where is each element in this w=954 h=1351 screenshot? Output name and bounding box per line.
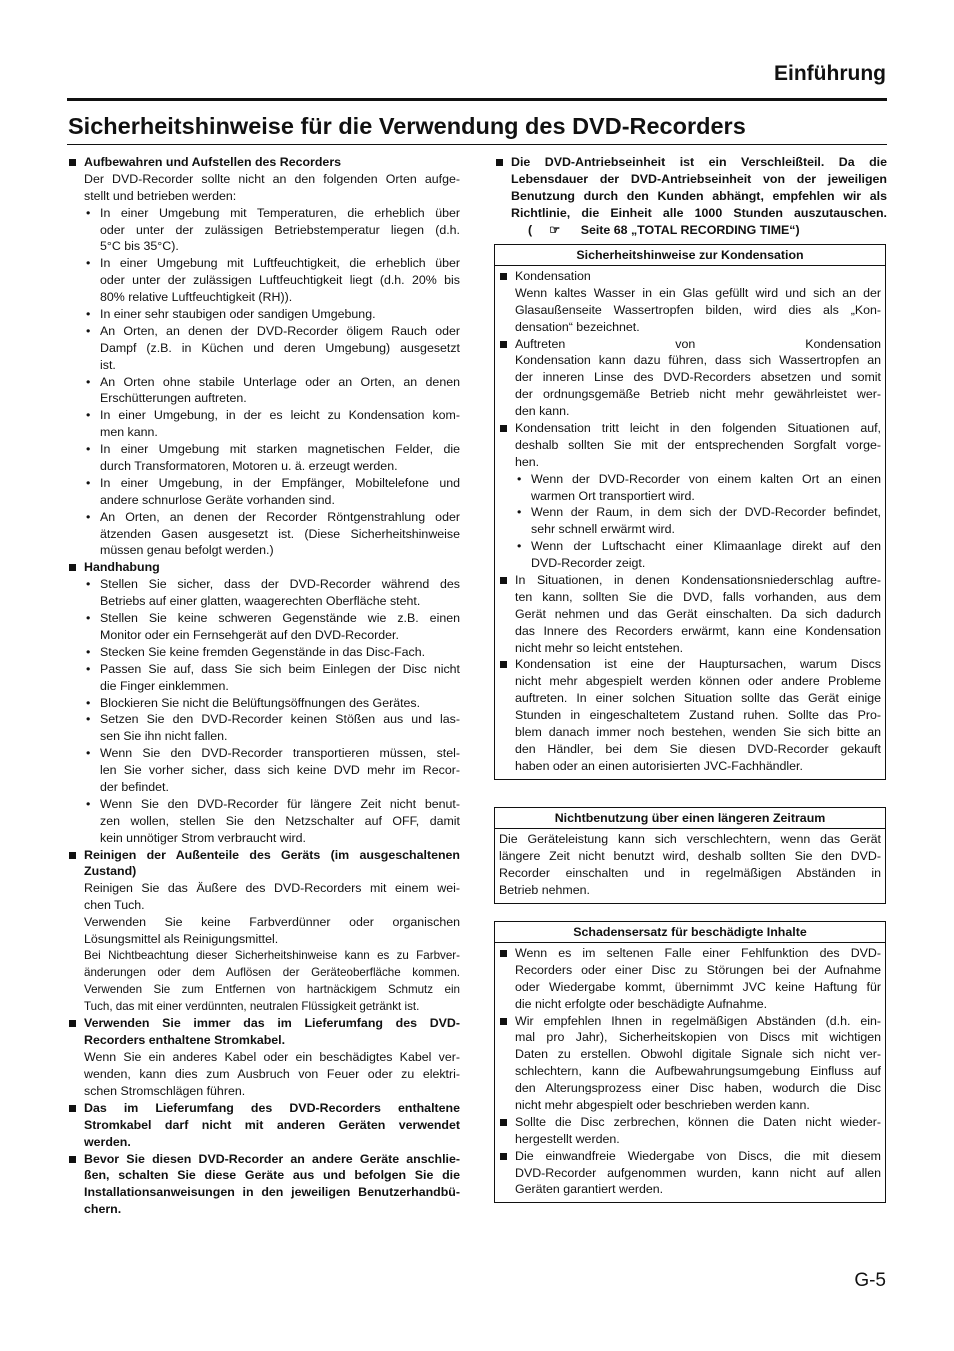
bullet-item bbox=[67, 255, 460, 306]
text-line: • In einer Umgebung mit starken magnetischen Felder, die bbox=[67, 441, 460, 458]
text-line: • Stellen Sie sicher, dass der DVD-Recorder während des bbox=[67, 576, 460, 593]
text-line: oder unter der zulässigen Betriebstemperatur liegen (d.h. bbox=[100, 222, 460, 237]
bullet-item bbox=[67, 407, 460, 441]
text-line: • Stecken Sie keine fremden Gegenstände in das Disc-Fach. bbox=[67, 644, 460, 661]
bullet-item bbox=[67, 796, 460, 847]
text-line: • Wenn der Raum, in dem sich der DVD-Recorder befindet, bbox=[499, 504, 881, 521]
text-line: Tuch, das mit einer verdünnten, neutralen Flüssigkeit getränkt ist. bbox=[84, 999, 420, 1013]
text-line: • Passen Sie auf, dass Sie sich beim Einlegen der Disc nicht bbox=[67, 661, 460, 678]
bullet-item bbox=[499, 504, 881, 538]
bullet-item bbox=[67, 205, 460, 256]
paragraph bbox=[499, 831, 881, 899]
text-line: • An Orten, an denen der Recorder Röntgenstrahlung oder bbox=[67, 509, 460, 526]
text-line: Der DVD-Recorder sollte nicht an den folgenden Orten aufge- bbox=[84, 171, 460, 186]
text-line: Verwenden Sie keine Farbverdünner oder organischen bbox=[84, 915, 460, 930]
text-line: zen wollen, stellen Sie den Netzschalter auf OFF, damit bbox=[100, 813, 460, 828]
bullet-item bbox=[67, 610, 460, 644]
text-line: warmen Ort transportiert wird. bbox=[531, 488, 695, 503]
left-column bbox=[67, 154, 460, 1218]
text-line: Die einwandfreie Wiedergabe von Discs, die mit diesem bbox=[499, 1148, 881, 1165]
text-line: änderungen oder dem Auflösen der Geräteoberfläche kommen. bbox=[84, 965, 460, 979]
text-line: Gerät nehmen und das Gerät einschalten. Da sich dadurch bbox=[515, 606, 881, 621]
text-line: oder unter der zulässigen Luftfeuchtigkeit liegt (d.h. 20% bis bbox=[100, 273, 460, 288]
text-line: men kann. bbox=[100, 425, 158, 440]
text-line: Glasaußenseite Wassertropfen bilden, wird dies als „Kon- bbox=[515, 302, 881, 317]
bullet-item bbox=[67, 374, 460, 408]
text-line: • In einer Umgebung mit Temperaturen, die erheblich über bbox=[67, 205, 460, 222]
bullet-item bbox=[67, 441, 460, 475]
bullet-item bbox=[499, 471, 881, 505]
text-line: deshalb sollten Sie mit der entsprechenden Sorgfalt vorge- bbox=[515, 437, 881, 452]
square-item bbox=[499, 945, 881, 1013]
text-line: Sollte die Disc zerbrechen, können die Daten nicht wieder- bbox=[499, 1114, 881, 1131]
square-item bbox=[499, 268, 881, 336]
text-line: Dampf (z.B. in Küchen und deren Umgebung) ausgesetzt bbox=[100, 340, 460, 355]
box-body bbox=[495, 943, 885, 1202]
text-line: In Situationen, in denen Kondensationsniederschlag auftre- bbox=[499, 572, 881, 589]
page-reference: ( ☞ Seite 68 „TOTAL RECORDING TIME“) bbox=[528, 222, 800, 237]
text-line: hergestellt werden. bbox=[515, 1131, 620, 1146]
right-column bbox=[494, 154, 887, 238]
bullet-item bbox=[67, 509, 460, 560]
paragraph bbox=[67, 914, 460, 948]
square-item bbox=[67, 847, 460, 881]
square-item bbox=[67, 1100, 460, 1151]
text-line: 5°C bis 35°C). bbox=[100, 239, 179, 254]
text-line: längere Zeit nicht benutzt wird, deshalb sollten Sie den DVD- bbox=[499, 848, 881, 863]
drive-wear-notice bbox=[494, 154, 887, 238]
bullet-item bbox=[67, 576, 460, 610]
text-line: Installationsanweisungen in den jeweiligen Benutzerhandbü- bbox=[84, 1185, 460, 1200]
box-title: Schadensersatz für beschädigte Inhalte bbox=[495, 922, 885, 943]
text-line: • An Orten ohne stabile Unterlage oder an Orten, an denen bbox=[67, 374, 460, 391]
text-line: Wenn kaltes Wasser in ein Glas gefüllt wird und sich an der bbox=[515, 285, 881, 300]
text-line: nicht mehr so leicht entstehen. bbox=[515, 640, 684, 655]
text-line: Geräten garantiert werden. bbox=[515, 1182, 664, 1197]
pointing-hand-icon: ☞ bbox=[549, 222, 561, 237]
text-line: Erschütterungen auftreten. bbox=[100, 391, 247, 406]
text-line: • Wenn Sie den DVD-Recorder für längere Zeit nicht benut- bbox=[67, 796, 460, 813]
text-line: Kondensation ist eine der Hauptursachen, warum Discs bbox=[499, 656, 881, 673]
text-line: der inneren Linse des DVD-Recorders absetzen und somit bbox=[515, 370, 881, 385]
text-line: Stromkabel darf nicht mit anderen Geräten verwendet bbox=[84, 1117, 460, 1132]
text-line: Stunden in eingeschaltetem Zustand ruhen. Sollte das Pro- bbox=[515, 708, 881, 723]
text-line: Kondensation tritt leicht in den folgenden Situationen auf, bbox=[499, 420, 881, 437]
text-line: Betriebs auf einer glatten, waagerechten Oberfläche steht. bbox=[100, 594, 421, 609]
text-line: ätzenden Gasen ausgesetzt ist. (Diese Sicherheitshinweise bbox=[100, 526, 460, 541]
text-line: Lebensdauer der DVD-Antriebseinheit von der jeweiligen bbox=[511, 171, 887, 186]
text-line: Die DVD-Antriebseinheit ist ein Verschleißteil. Da die bbox=[494, 154, 887, 171]
bullet-item bbox=[67, 644, 460, 661]
text-line: Recorders oder einer Disc zu Störungen bei der Aufnahme bbox=[515, 962, 881, 977]
text-line: Kondensation kann dazu führen, dass sich Wassertropfen an bbox=[515, 353, 881, 368]
paragraph bbox=[67, 880, 460, 914]
text-line: der befindet. bbox=[100, 779, 169, 794]
text-line: • Stellen Sie keine schweren Gegenstände wie z.B. einen bbox=[67, 610, 460, 627]
square-item bbox=[499, 656, 881, 774]
text-line: Die Geräteleistung kann sich verschlechtern, wenn das Gerät bbox=[499, 832, 881, 846]
text-line: ist. bbox=[100, 357, 116, 372]
text-line: werden. bbox=[84, 1134, 131, 1149]
text-line: ßen, schalten Sie diese Geräte aus und befolgen Sie die bbox=[84, 1168, 460, 1183]
text-line: Bei Nichtbeachtung dieser Sicherheitshinweise kann es zu Farbver- bbox=[84, 948, 460, 962]
square-item bbox=[499, 572, 881, 656]
text-line: Benutzung durch den Kunden abhängt, empfehlen wir als bbox=[511, 188, 887, 203]
text-line: nicht mehr abgespielt oder beschrieben werden kann. bbox=[515, 1098, 810, 1113]
text-line: • Blockieren Sie nicht die Belüftungsöffnungen des Gerätes. bbox=[67, 695, 460, 712]
bullet-item bbox=[67, 475, 460, 509]
text-line: 80% relative Luftfeuchtigkeit (RH)). bbox=[100, 290, 293, 305]
page-number: G-5 bbox=[854, 1270, 886, 1291]
text-line: der ordnungsgemäße Betrieb nicht mehr gewährleistet wer- bbox=[515, 387, 881, 402]
text-line: • Wenn der Luftschacht einer Klimaanlage direkt auf den bbox=[499, 538, 881, 555]
text-line: blem danach immer noch bestehen, wenden Sie sich bitte an bbox=[515, 725, 881, 740]
bullet-item bbox=[67, 745, 460, 796]
text-line: schen Stromschlägen führen. bbox=[84, 1083, 246, 1098]
square-item bbox=[499, 1013, 881, 1114]
section-label: Einführung bbox=[774, 62, 886, 85]
square-item bbox=[499, 420, 881, 471]
text-line: auftreten. In einer solchen Situation sollte das Gerät einige bbox=[515, 691, 881, 706]
text-line: Lösungsmittel als Reinigungsmittel. bbox=[84, 931, 279, 946]
text-line: Daten zu erstellen. Obwohl digitale Signale sich nicht ver- bbox=[515, 1047, 881, 1062]
text-line: stellt und betrieben werden: bbox=[84, 188, 237, 203]
paragraph bbox=[67, 171, 460, 205]
text-line: Wir empfehlen Ihnen in regelmäßigen Abständen (d.h. ein- bbox=[499, 1013, 881, 1030]
text-line: Auftreten von Kondensation bbox=[499, 336, 881, 353]
text-line: chern. bbox=[84, 1202, 122, 1217]
text-line: Betrieb nehmen. bbox=[499, 882, 590, 897]
box-title: Sicherheitshinweise zur Kondensation bbox=[495, 245, 885, 266]
text-line: Richtlinie, die Einheit alle 1000 Stunden auszutauschen. bbox=[511, 205, 887, 220]
text-line: Wenn Sie ein anderes Kabel oder ein beschädigtes Kabel ver- bbox=[84, 1050, 460, 1065]
box-body bbox=[495, 266, 885, 779]
text-line: • In einer Umgebung mit Luftfeuchtigkeit, die erheblich über bbox=[67, 255, 460, 272]
header-rule bbox=[67, 98, 887, 101]
text-line: chen Tuch. bbox=[84, 898, 145, 913]
text-line: mal pro Jahr), Sicherheitskopien von Discs mit wichtigen bbox=[515, 1030, 881, 1045]
text-line: Aufbewahren und Aufstellen des Recorders bbox=[67, 154, 460, 171]
title-rule bbox=[67, 144, 887, 145]
paragraph bbox=[67, 948, 460, 1016]
bullet-item bbox=[67, 695, 460, 712]
text-line: die Finger einklemmen. bbox=[100, 678, 229, 693]
text-line: andere schnurlose Geräte vorhanden sind. bbox=[100, 492, 335, 507]
text-line: Verwenden Sie zum Entfernen von hartnäckigem Schmutz ein bbox=[84, 982, 460, 996]
text-line: Wenn es im seltenen Falle einer Fehlfunktion des DVD- bbox=[499, 945, 881, 962]
text-line: len Sie vorher sicher, dass sich keine DVD mehr im Recor- bbox=[100, 763, 460, 778]
text-line: • In einer sehr staubigen oder sandigen Umgebung. bbox=[67, 306, 460, 323]
bullet-item bbox=[67, 711, 460, 745]
square-item bbox=[67, 154, 460, 171]
damages-box bbox=[494, 921, 886, 1203]
square-item bbox=[499, 1114, 881, 1148]
square-item bbox=[67, 1151, 460, 1219]
text-line: • An Orten, an denen der DVD-Recorder öligem Rauch oder bbox=[67, 323, 460, 340]
text-line: Zustand) bbox=[84, 864, 137, 879]
text-line: Reinigen der Außenteile des Geräts (im ausgeschaltenen bbox=[67, 847, 460, 864]
bullet-item bbox=[67, 306, 460, 323]
non-use-box bbox=[494, 807, 886, 904]
square-item bbox=[67, 559, 460, 576]
text-line: haben oder an einen autorisierten JVC-Fachhändler. bbox=[515, 758, 803, 773]
bullet-item bbox=[67, 661, 460, 695]
text-line: sehr schnell erwärmt wird. bbox=[531, 522, 675, 537]
box-title: Nichtbenutzung über einen längeren Zeitraum bbox=[495, 808, 885, 829]
text-line: Reinigen Sie das Äußere des DVD-Recorders mit einem wei- bbox=[84, 881, 460, 896]
box-body bbox=[495, 829, 885, 903]
square-item bbox=[499, 1148, 881, 1199]
text-line: densation“ bezeichnet. bbox=[515, 319, 640, 334]
text-line: die nicht erfolgte oder beschädigte Aufnahme. bbox=[515, 996, 768, 1011]
text-line: oder Wiedergabe kommt, übernimmt JVC keine Haftung für bbox=[515, 979, 881, 994]
text-line: schlechtern, kann die Aufbewahrungsumgebung Einfluss auf bbox=[515, 1064, 881, 1079]
text-line: Das im Lieferumfang des DVD-Recorders enthaltene bbox=[67, 1100, 460, 1117]
text-line: • Wenn Sie den DVD-Recorder transportieren müssen, stel- bbox=[67, 745, 460, 762]
text-line: Recorders enthaltene Stromkabel. bbox=[84, 1033, 286, 1048]
text-line: • Setzen Sie den DVD-Recorder keinen Stößen aus und las- bbox=[67, 711, 460, 728]
square-item bbox=[67, 1015, 460, 1049]
bullet-item bbox=[67, 323, 460, 374]
text-line: Kondensation bbox=[499, 268, 881, 285]
text-line: den Alterungsprozess einer Disc haben, wodurch die Disc bbox=[515, 1081, 881, 1096]
text-line: sen Sie ihn nicht fallen. bbox=[100, 729, 228, 744]
condensation-box bbox=[494, 244, 886, 780]
text-line: ten kann, sollten Sie die DVD, falls vorhanden, aus dem bbox=[515, 589, 881, 604]
text-line: • Wenn der DVD-Recorder von einem kalten Ort an einen bbox=[499, 471, 881, 488]
text-line: DVD-Recorder zeigt. bbox=[531, 556, 646, 571]
paragraph bbox=[67, 1049, 460, 1100]
text-line: den Händler, bei dem Sie diesen DVD-Recorder gekauft bbox=[515, 741, 881, 756]
text-line: nicht mehr abgespielt werden können oder andere Probleme bbox=[515, 674, 881, 689]
square-item bbox=[499, 336, 881, 420]
text-line: wenden, kann dies zum Ausbruch von Feuer oder zu elektri- bbox=[84, 1067, 460, 1082]
text-line: den kann. bbox=[515, 404, 570, 419]
text-line: • In einer Umgebung, in der Empfänger, Mobiltelefone und bbox=[67, 475, 460, 492]
text-line: Recorder einschalten und in regelmäßigen Abständen in bbox=[499, 865, 881, 880]
text-line: hen. bbox=[515, 454, 540, 469]
text-line: Monitor oder ein Fernsehgerät auf den DVD-Recorder. bbox=[100, 627, 399, 642]
text-line: durch Transformatoren, Motoren u. ä. erzeugt werden. bbox=[100, 459, 398, 474]
text-line: das Innere des Recorders erwärmt, kann eine Kondensation bbox=[515, 623, 881, 638]
text-line: müssen genau befolgt werden.) bbox=[100, 543, 274, 558]
text-line: kein unnötiger Strom verbraucht wird. bbox=[100, 830, 306, 845]
bullet-item bbox=[499, 538, 881, 572]
text-line: Verwenden Sie immer das im Lieferumfang des DVD- bbox=[67, 1015, 460, 1032]
text-line: • In einer Umgebung, in der es leicht zu Kondensation kom- bbox=[67, 407, 460, 424]
page-title: Sicherheitshinweise für die Verwendung des DVD-Recorders bbox=[68, 113, 746, 139]
text-line: Bevor Sie diesen DVD-Recorder an andere Geräte anschlie- bbox=[67, 1151, 460, 1168]
text-line: Handhabung bbox=[67, 559, 460, 576]
text-line: DVD-Recorder aufgenommen wurden, kann nicht auf allen bbox=[515, 1165, 881, 1180]
